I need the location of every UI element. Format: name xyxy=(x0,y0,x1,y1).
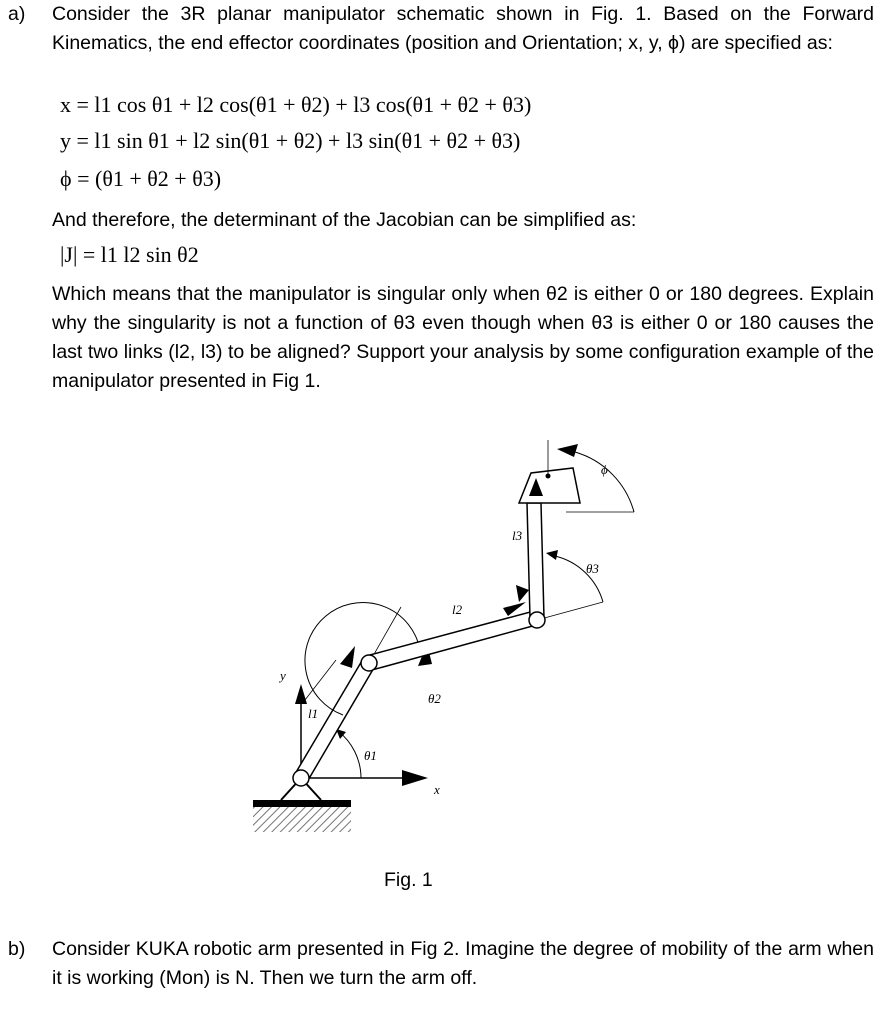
part-a-question: Which means that the manipulator is singular only when θ2 is either 0 or 180 degrees. Explain why the singularity is not a function of θ3 even though when θ3 is either 0 or 180 causes the last two links (l2, l3) to be aligned? Support your analysis by some configuration example of the manipulator presented in Fig 1. xyxy=(52,283,874,392)
end-effector xyxy=(519,468,580,503)
figure-1-manipulator xyxy=(0,400,887,840)
jacobian-intro: And therefore, the determinant of the Jacobian can be simplified as: xyxy=(52,209,637,231)
label-x: x xyxy=(434,782,440,797)
label-l3: l3 xyxy=(512,528,523,543)
label-l1: l1 xyxy=(308,706,319,721)
part-b-text: Consider KUKA robotic arm presented in Fig 2. Imagine the degree of mobility of the arm when it is working (Mon) is N. Then we turn the arm off. xyxy=(52,938,874,989)
y-axis-arrow xyxy=(295,684,307,704)
x-axis-arrow xyxy=(402,770,428,786)
ground-hatch xyxy=(253,806,351,832)
figure-caption: Fig. 1 xyxy=(384,869,433,891)
link-2 xyxy=(366,611,540,670)
label-y: y xyxy=(280,668,286,683)
joint-1 xyxy=(293,770,309,786)
part-a-intro: Consider the 3R planar manipulator schematic shown in Fig. 1. Based on the Forward Kinematics, the end effector coordinates (position and Orientation; x, y, ϕ) are specified as: xyxy=(52,3,874,54)
label-theta1: θ1 xyxy=(364,748,377,763)
phi-arc xyxy=(575,452,634,512)
label-theta3: θ3 xyxy=(586,561,599,576)
label-l2: l2 xyxy=(452,602,463,617)
link-3-arrow xyxy=(516,585,529,602)
label-phi: ϕ xyxy=(601,462,608,477)
link-3 xyxy=(527,503,544,618)
part-a-marker: a) xyxy=(8,3,26,25)
link-2-extension xyxy=(537,602,603,620)
jacobian-equation: |J| = l1 l2 sin θ2 xyxy=(60,242,199,267)
equation-y: y = l1 sin θ1 + l2 sin(θ1 + θ2) + l3 sin(θ1 + θ2 + θ3) xyxy=(60,128,521,153)
part-b-marker: b) xyxy=(8,938,26,960)
joint-3 xyxy=(529,612,545,628)
ground-bar xyxy=(253,800,351,807)
joint2-arrow xyxy=(340,646,355,668)
label-theta2: θ2 xyxy=(428,691,441,706)
link-1-dim xyxy=(305,660,336,700)
joint-2 xyxy=(361,655,377,671)
theta3-arrow xyxy=(546,550,558,560)
theta1-arc xyxy=(338,731,361,778)
equation-phi: ϕ = (θ1 + θ2 + θ3) xyxy=(60,166,222,191)
phi-arrow xyxy=(557,444,578,457)
equation-x: x = l1 cos θ1 + l2 cos(θ1 + θ2) + l3 cos(θ1 + θ2 + θ3) xyxy=(60,92,532,117)
